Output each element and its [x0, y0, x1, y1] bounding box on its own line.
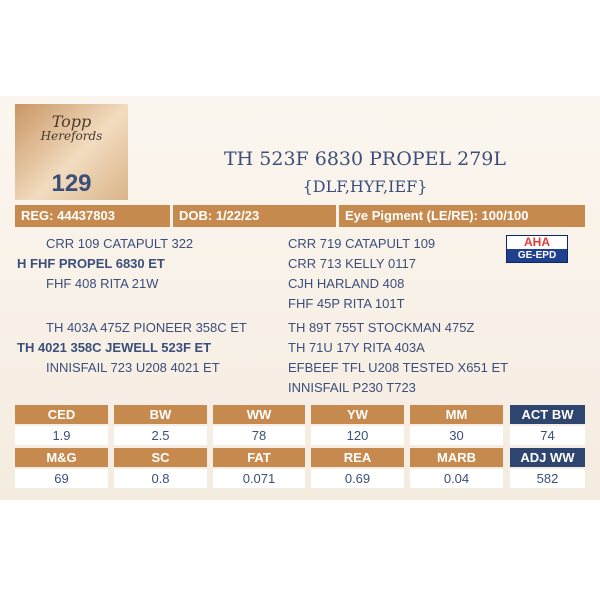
epd-header-yw: YW	[311, 405, 404, 424]
ranch-logo	[15, 104, 128, 200]
pedigree-right-6: TH 71U 17Y RITA 403A	[288, 340, 425, 355]
epd-header-bw: BW	[114, 405, 207, 424]
epd-header-rea: REA	[311, 448, 404, 467]
pedigree-sire-dam: FHF 408 RITA 21W	[46, 276, 159, 291]
ranch-logo-script	[15, 114, 128, 144]
adj-ww-value: 582	[510, 469, 585, 488]
epd-value-rea: 0.69	[311, 469, 404, 488]
pedigree-right-4: FHF 45P RITA 101T	[288, 296, 405, 311]
epd-value-mm: 30	[410, 426, 503, 445]
act-bw-value: 74	[510, 426, 585, 445]
epd-header-mm: MM	[410, 405, 503, 424]
epd-header-fat: FAT	[213, 448, 305, 467]
pedigree-sire-sire: CRR 109 CATAPULT 322	[46, 236, 194, 251]
eye-pigment: Eye Pigment (LE/RE): 100/100	[339, 205, 585, 227]
pedigree-dam-dam: INNISFAIL 723 U208 4021 ET	[46, 360, 220, 375]
epd-value-fat: 0.071	[213, 469, 305, 488]
aha-logo-top: AHA	[507, 236, 567, 249]
aha-logo-bottom: GE-EPD	[517, 250, 557, 261]
epd-value-sc: 0.8	[114, 469, 207, 488]
pedigree-right-7: EFBEEF TFL U208 TESTED X651 ET	[288, 360, 509, 375]
pedigree-dam-sire: TH 403A 475Z PIONEER 358C ET	[46, 320, 247, 335]
epd-header-ww: WW	[213, 405, 305, 424]
pedigree-right-8: INNISFAIL P230 T723	[288, 380, 416, 395]
epd-grid	[15, 405, 503, 490]
date-of-birth: DOB: 1/22/23	[173, 205, 336, 227]
logo-line1: Topp	[51, 112, 92, 131]
pedigree-right-2: CRR 713 KELLY 0117	[288, 256, 416, 271]
animal-name: TH 523F 6830 PROPEL 279L	[223, 148, 507, 170]
pedigree-right-5: TH 89T 755T STOCKMAN 475Z	[288, 320, 475, 335]
weights-grid	[510, 405, 585, 490]
pedigree-sire: H FHF PROPEL 6830 ET	[17, 256, 165, 271]
act-bw-label: ACT BW	[510, 405, 585, 424]
registration-number: REG: 44437803	[15, 205, 170, 227]
epd-header-marb: MARB	[410, 448, 503, 467]
epd-value-bw: 2.5	[114, 426, 207, 445]
epd-value-ced: 1.9	[15, 426, 108, 445]
epd-header-mg: M&G	[15, 448, 108, 467]
adj-ww-label: ADJ WW	[510, 448, 585, 467]
info-bar	[15, 205, 585, 227]
epd-value-mg: 69	[15, 469, 108, 488]
epd-header-sc: SC	[114, 448, 207, 467]
epd-value-marb: 0.04	[410, 469, 503, 488]
pedigree-dam: TH 4021 358C JEWELL 523F ET	[17, 340, 212, 355]
lot-number: 129	[51, 170, 92, 197]
epd-value-yw: 120	[311, 426, 404, 445]
pedigree-right-3: CJH HARLAND 408	[288, 276, 405, 291]
logo-line2: Herefords	[40, 129, 103, 143]
pedigree-right-1: CRR 719 CATAPULT 109	[288, 236, 436, 251]
epd-header-ced: CED	[15, 405, 108, 424]
epd-value-ww: 78	[213, 426, 305, 445]
animal-tags: {DLF,HYF,IEF}	[302, 177, 428, 196]
aha-ge-epd-logo	[506, 235, 568, 263]
